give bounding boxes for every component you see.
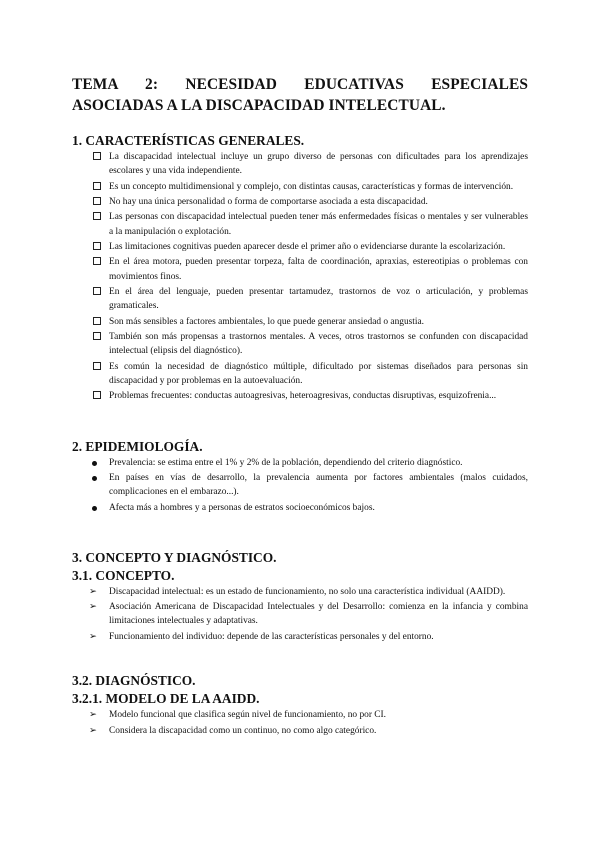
bullet-icon [92,506,97,511]
list-item: ➢ Considera la discapacidad como un continuo, no como algo categórico. [72,724,528,738]
list-item: En países en vías de desarrollo, la prevalencia aumenta por factores ambientales (malos cuidados, complicaciones en el embarazo...). [72,471,528,499]
checkbox-icon [93,197,101,205]
list-item: También son más propensas a trastornos mentales. A veces, otros trastornos se confunden con discapacidad intelectual (elipsis del diagnóstico). [72,330,528,358]
spacer [72,516,528,549]
checkbox-icon [93,182,101,190]
section-heading: 1. CARACTERÍSTICAS GENERALES. [72,133,305,148]
section-epidemiologia [72,438,528,515]
subsection-heading: 3.2. DIAGNÓSTICO. [72,673,196,689]
list-item: Las personas con discapacidad intelectual pueden tener más enfermedades físicas o mentales y ser vulnerables a la manipulación o explotación. [72,210,528,238]
arrow-bullet-icon: ➢ [89,585,97,597]
checkbox-icon [93,362,101,370]
checkbox-icon [93,391,101,399]
checkbox-icon [93,152,101,160]
subsection-heading: 3.2.1. MODELO DE LA AAIDD. [72,691,260,707]
list-item: Afecta más a hombres y a personas de estratos socioeconómicos bajos. [72,501,528,515]
bullet-list [72,456,528,515]
spacer [72,405,528,438]
checkbox-list [72,150,528,403]
section-concepto-diagnostico [72,549,528,738]
list-item: En el área motora, pueden presentar torpeza, falta de coordinación, apraxias, estereotipias o problemas con movimientos finos. [72,255,528,283]
section-heading: 3. CONCEPTO Y DIAGNÓSTICO. [72,549,277,565]
list-item: ➢ Asociación Americana de Discapacidad Intelectuales y del Desarrollo: comienza en la infancia y combina limitaciones intelectuales y adaptativas. [89,601,528,627]
arrow-bullet-icon: ➢ [89,709,97,721]
checkbox-icon [93,257,101,265]
bullet-icon [92,476,97,481]
list-item: Prevalencia: se estima entre el 1% y 2% de la población, dependiendo del criterio diagnóstico. [72,456,528,470]
checkbox-icon [93,287,101,295]
arrow-bullet-icon: ➢ [89,630,97,642]
list-item: ➢ Discapacidad intelectual: es un estado de funcionamiento, no solo una característica individual (AAIDD). [72,585,528,599]
list-item: Las limitaciones cognitivas pueden aparecer desde el primer año o evidenciarse durante la escolarización. [72,240,528,254]
section-heading: 2. EPIDEMIOLOGÍA. [72,438,203,454]
title-line-1: TEMA 2: NECESIDAD EDUCATIVAS ESPECIALES [72,76,528,93]
list-item: ➢ Funcionamiento del individuo: depende de las características personales y del entorno. [72,630,528,644]
subsection-heading: 3.1. CONCEPTO. [72,567,175,583]
arrow-bullet-icon: ➢ [89,724,97,736]
checkbox-icon [93,242,101,250]
arrow-bullet-icon: ➢ [89,601,97,613]
document-title [72,74,528,116]
list-item: No hay una única personalidad o forma de comportarse asociada a esta discapacidad. [72,195,528,209]
checkbox-icon [93,212,101,220]
checkbox-icon [93,332,101,340]
list-item: ➢ Modelo funcional que clasifica según nivel de funcionamiento, no por CI. [72,708,528,722]
checkbox-icon [93,317,101,325]
list-item: Es un concepto multidimensional y complejo, con distintas causas, características y formas de intervención. [72,180,528,194]
list-item: Es común la necesidad de diagnóstico múltiple, dificultado por sistemas diseñados para personas sin discapacidad y por problemas en la autoevaluación. [72,360,528,388]
arrow-list [72,708,528,738]
list-item: Son más sensibles a factores ambientales, lo que puede generar ansiedad o angustia. [72,315,528,329]
list-item: Problemas frecuentes: conductas autoagresivas, heteroagresivas, conductas disruptivas, esquizofrenia... [72,389,528,403]
section-caracteristicas [72,132,528,403]
spacer [72,645,528,672]
title-line-2: ASOCIADAS A LA DISCAPACIDAD INTELECTUAL. [72,97,446,114]
list-item: En el área del lenguaje, pueden presentar tartamudez, trastornos de voz o articulación, y problemas gramaticales. [72,285,528,313]
arrow-list [72,585,528,644]
bullet-icon [92,461,97,466]
list-item: La discapacidad intelectual incluye un grupo diverso de personas con dificultades para los aprendizajes escolares y una vida independiente. [72,150,528,178]
